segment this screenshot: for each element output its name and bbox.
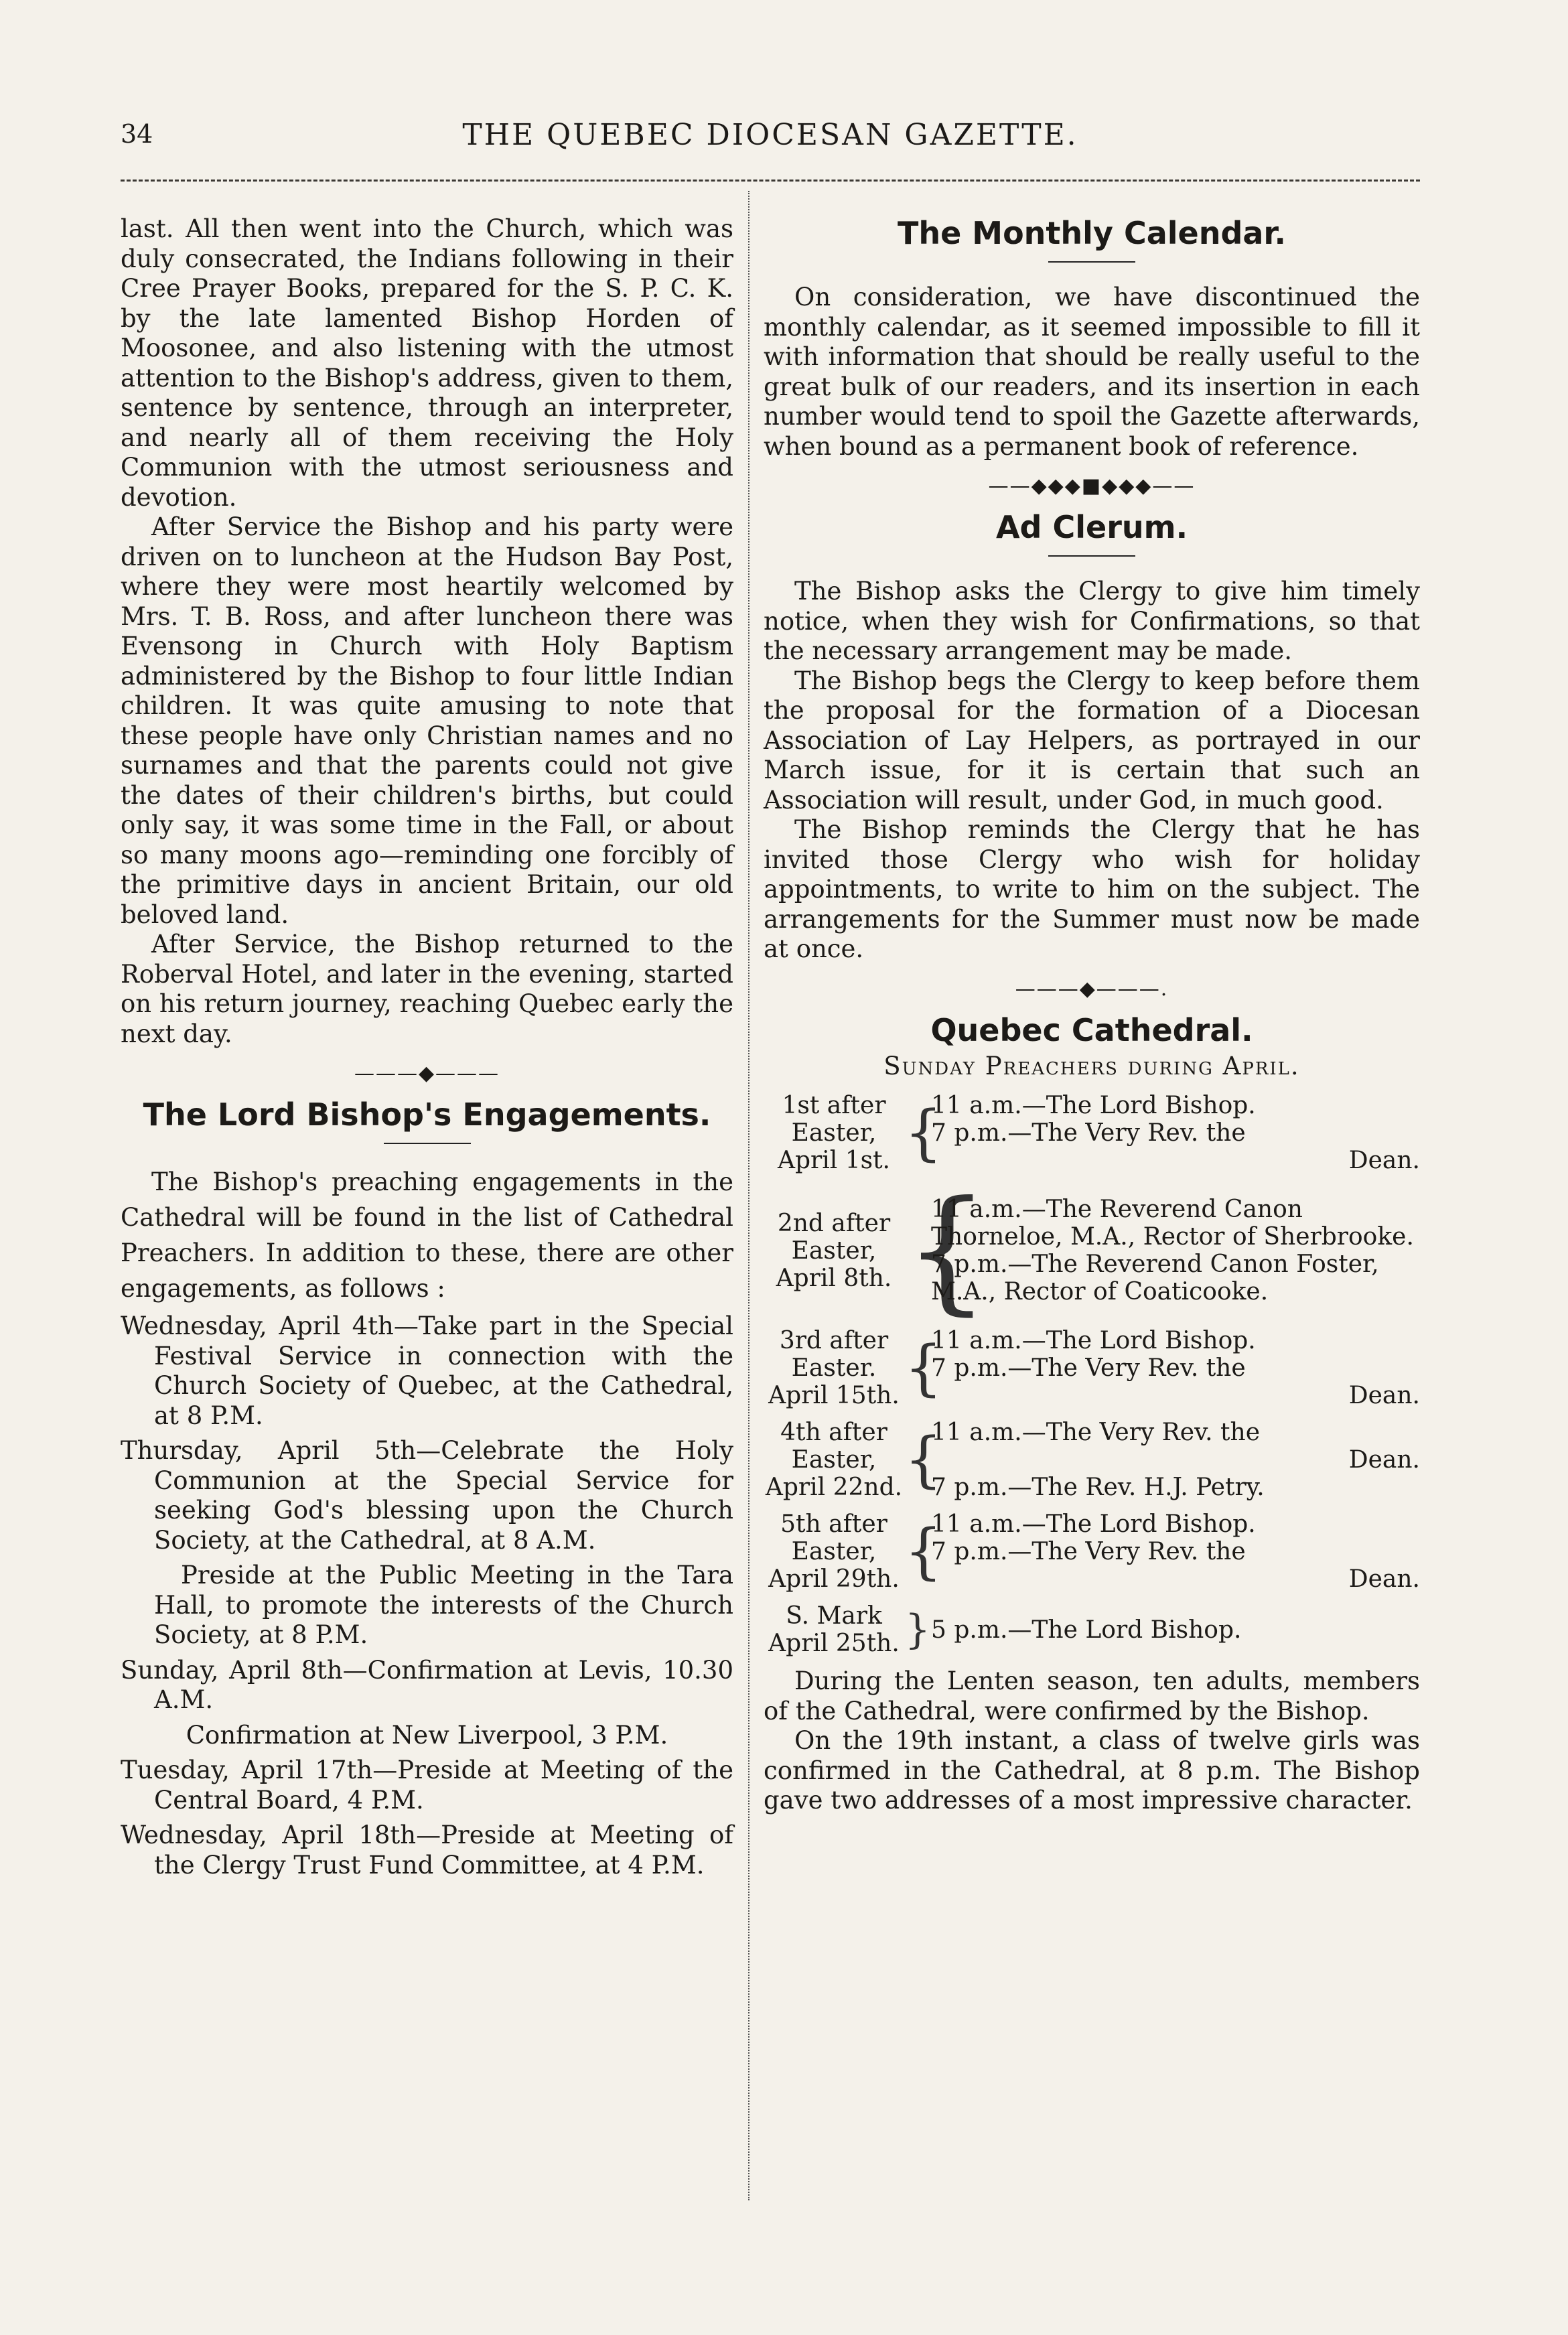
morning-preacher: 11 a.m.—The Lord Bishop. (931, 1327, 1256, 1354)
sunday-label: 4th after Easter, April 22nd. (765, 1419, 903, 1501)
morning-preacher-cont: Dean. (1348, 1446, 1420, 1474)
preachers-subheading: Sunday Preachers during April. (883, 1051, 1300, 1080)
sunday-label: 1st after Easter, April 1st. (777, 1092, 890, 1174)
evening-preacher: 7 p.m.—The Rev. H.J. Petry. (931, 1474, 1265, 1501)
morning-preacher: 11 a.m.—The Reverend Canon Thorneloe, M.A., Rector of Sherbrooke. (931, 1196, 1414, 1251)
short-rule (1048, 555, 1135, 557)
preachers-list (764, 1092, 1420, 1657)
evening-preacher: 7 p.m.—The Very Rev. the (931, 1119, 1246, 1147)
preacher-row (764, 1510, 1420, 1593)
evening-preacher: 7 p.m.—The Very Rev. the (931, 1354, 1246, 1382)
paragraph: During the Lenten season, ten adults, members of the Cathedral, were confirmed by the Bishop. (764, 1667, 1420, 1725)
brace-icon: { (904, 1516, 943, 1587)
brace-icon: { (904, 1172, 990, 1328)
sunday-label: 2nd after Easter, April 8th. (776, 1209, 892, 1292)
paragraph: The Bishop begs the Clergy to keep before them the proposal for the formation of a Diocesan Association of Lay Helpers, as portrayed in our March issue, for it is certain that such an Association will result, under God, in much good. (764, 666, 1420, 815)
engagement-item: Wednesday, April 4th—Take part in the Special Festival Service in connection with the Church Society of Quebec, at the Cathedral, at 8 P.M. (121, 1312, 733, 1430)
engagement-item: Thursday, April 5th—Celebrate the Holy Communion at the Special Service for seeking God's blessing upon the Church Society, at the Cathedral, at 8 A.M. (121, 1436, 733, 1555)
paragraph: The Bishop reminds the Clergy that he has invited those Clergy who wish for holiday appointments, to write to him on the subject. The arrangements for the Summer must now be made at once. (764, 815, 1420, 963)
preacher-row (764, 1092, 1420, 1174)
engagement-item: Sunday, April 8th—Confirmation at Levis, 10.30 A.M. (121, 1655, 733, 1714)
brace-icon: { (904, 1332, 943, 1403)
engagement-item: Preside at the Public Meeting in the Tara Hall, to promote the interests of the Church Society, at 8 P.M. (154, 1561, 733, 1649)
morning-preacher: 11 a.m.—The Lord Bishop. (931, 1092, 1256, 1119)
morning-preacher: 11 a.m.—The Lord Bishop. (931, 1510, 1256, 1538)
ornament-divider: ———◆———. (1015, 977, 1169, 1001)
paragraph: The Bishop asks the Clergy to give him timely notice, when they wish for Confirmations, so that the necessary arrangement may be made. (764, 577, 1420, 665)
brace-icon: } (904, 1606, 931, 1653)
evening-preacher: 7 p.m.—The Very Rev. the (931, 1538, 1246, 1565)
preacher-row (764, 1602, 1420, 1657)
sunday-label: 5th after Easter, April 29th. (768, 1510, 900, 1593)
morning-preacher: 11 a.m.—The Very Rev. the (931, 1419, 1260, 1446)
ornament-divider: ——◆◆◆■◆◆◆—— (988, 474, 1196, 498)
preacher-row (764, 1327, 1420, 1409)
evening-preacher-cont: Dean. (1348, 1382, 1420, 1409)
paragraph: After Service the Bishop and his party were driven on to luncheon at the Hudson Bay Post, where they were most heartily welcomed by Mrs. T. B. Ross, and after luncheon there was Evensong in Church with Holy Baptism administered by the Bishop to four little Indian children. It was quite amusing to note that these people have only Christian names and no surnames and that the parents could not give the dates of their children's births, but could only say, it was some time in the Fall, or about so many moons ago—reminding one forcibly of the primitive days in ancient Britain, our old beloved land. (121, 512, 733, 929)
paragraph: On consideration, we have discontinued the monthly calendar, as it seemed impossible to fill it with information that should be really useful to the great bulk of our readers, and its insertion in each number would tend to spoil the Gazette afterwards, when bound as a permanent book of reference. (764, 283, 1420, 461)
short-rule (1048, 261, 1135, 263)
header-rule (121, 180, 1420, 182)
monthly-calendar-heading: The Monthly Calendar. (897, 215, 1287, 251)
engagement-item: Tuesday, April 17th—Preside at Meeting of the Central Board, 4 P.M. (121, 1756, 733, 1815)
preacher-row (764, 1419, 1420, 1501)
ornament-divider: ———◆——— (354, 1062, 500, 1085)
engagement-item: Confirmation at New Liverpool, 3 P.M. (186, 1720, 668, 1750)
sunday-label: 3rd after Easter. April 15th. (768, 1327, 900, 1409)
paragraph: last. All then went into the Church, which was duly consecrated, the Indians following in their Cree Prayer Books, prepared for the S. P. C. K. by the late lamented Bishop Horden of Moosonee, and also listening with the utmost attention to the Bishop's address, given to them, sentence by sentence, through an interpreter, and nearly all of them receiving the Holy Communion with the utmost seriousness and devotion. (121, 214, 733, 512)
engagement-item: Wednesday, April 18th—Preside at Meeting of the Clergy Trust Fund Committee, at 4 P.M. (121, 1821, 733, 1880)
column-divider (748, 191, 750, 2200)
page-header (121, 113, 1420, 166)
right-column (764, 214, 1420, 1816)
left-column (121, 214, 733, 1880)
ad-clerum-heading: Ad Clerum. (995, 509, 1188, 545)
brace-icon: { (904, 1097, 943, 1168)
brace-icon: { (904, 1424, 943, 1495)
gazette-title: THE QUEBEC DIOCESAN GAZETTE. (462, 118, 1078, 152)
preacher: 5 p.m.—The Lord Bishop. (931, 1616, 1242, 1644)
paragraph: After Service, the Bishop returned to the Roberval Hotel, and later in the evening, started on his return journey, reaching Quebec early the next day. (121, 930, 733, 1048)
paragraph: The Bishop's preaching engagements in the Cathedral will be found in the list of Cathedral Preachers. In addition to these, there are other engagements, as follows : (121, 1168, 733, 1303)
paragraph: On the 19th instant, a class of twelve girls was confirmed in the Cathedral, at 8 p.m. The Bishop gave two addresses of a most impressive character. (764, 1726, 1420, 1815)
evening-preacher: 7 p.m.—The Reverend Canon Foster, M.A., Rector of Coaticooke. (931, 1251, 1379, 1305)
quebec-cathedral-heading: Quebec Cathedral. (930, 1011, 1253, 1048)
preacher-row (764, 1172, 1420, 1328)
engagements-heading: The Lord Bishop's Engagements. (143, 1096, 711, 1133)
sunday-label: S. Mark April 25th. (768, 1602, 900, 1657)
page-number: 34 (121, 119, 153, 149)
evening-preacher-cont: Dean. (1348, 1147, 1420, 1174)
short-rule (384, 1143, 471, 1144)
evening-preacher-cont: Dean. (1348, 1565, 1420, 1593)
